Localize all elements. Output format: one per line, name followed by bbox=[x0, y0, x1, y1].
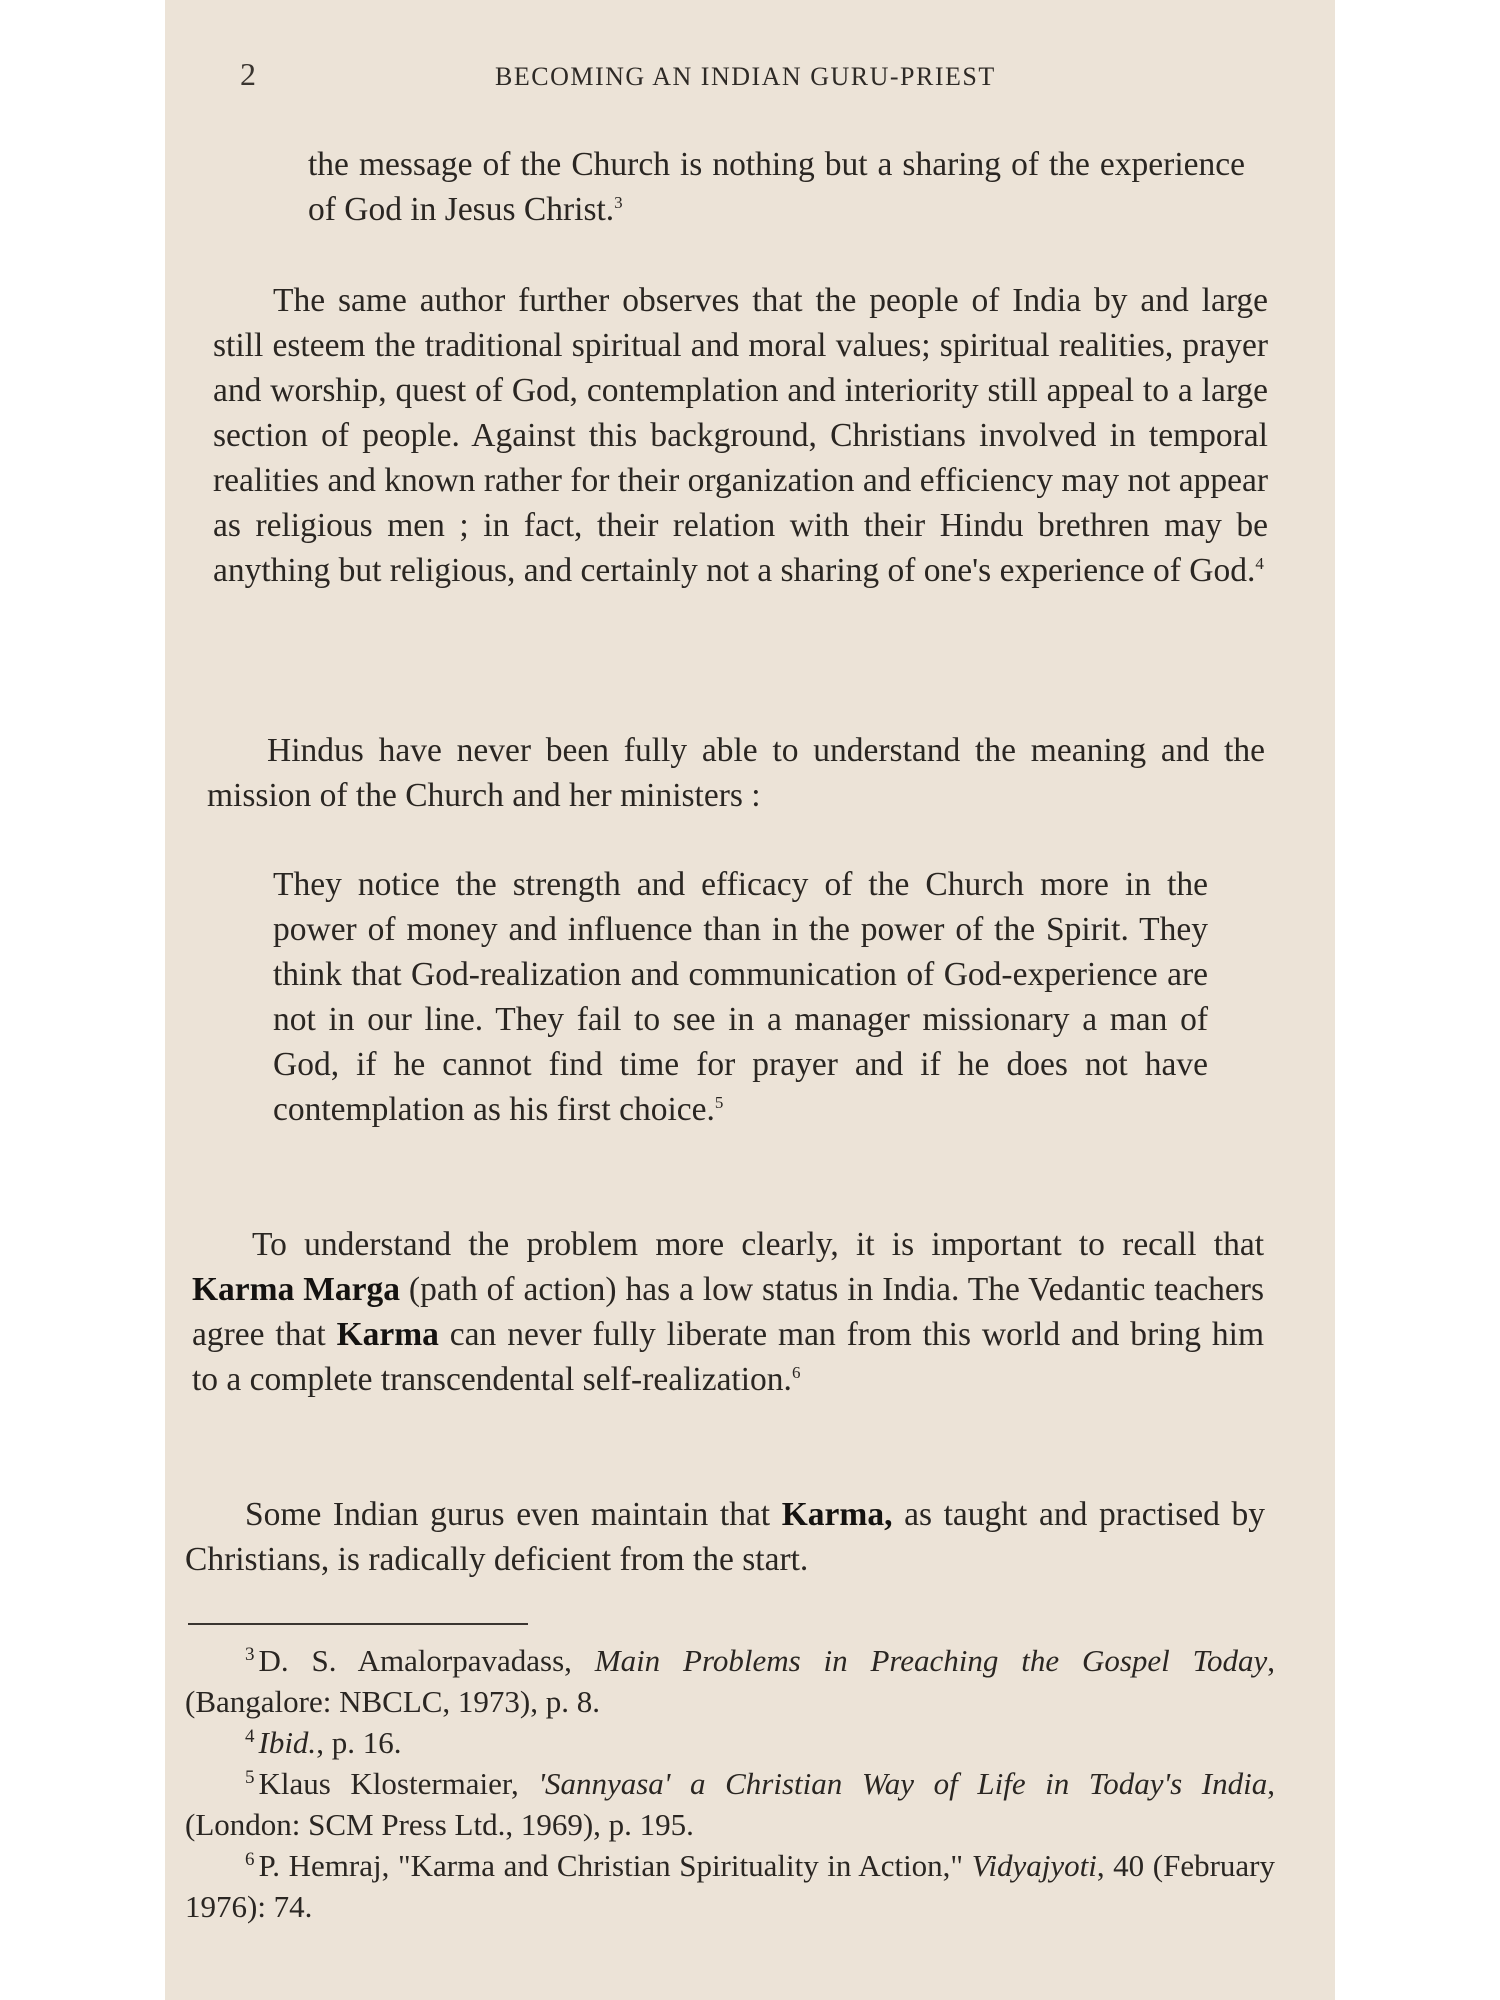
footnote-6-rest: , 40 (February 1976): 74. bbox=[185, 1848, 1276, 1924]
footnote-ref-6: 6 bbox=[791, 1362, 801, 1382]
paragraph-3-text-b: (path of action) has a low status in India. The Vedantic teachers agree that bbox=[192, 1271, 1264, 1353]
footnote-6-author: P. Hemraj, "Karma and Christian Spirituality in Action," bbox=[258, 1848, 972, 1883]
footnote-4-rest: , p. 16. bbox=[316, 1725, 402, 1760]
footnote-3-author: D. S. Amalorpavadass, bbox=[258, 1643, 595, 1678]
running-head: BECOMING AN INDIAN GURU-PRIEST bbox=[495, 62, 996, 91]
footnote-3-number: 3 bbox=[245, 1643, 255, 1665]
paragraph-4-text-b: as taught and practised by Christians, is radically deficient from the start. bbox=[185, 1496, 1265, 1578]
opening-quote bbox=[308, 142, 1408, 232]
footnotes bbox=[185, 1640, 1275, 1927]
paragraph-3-text-a: To understand the problem more clearly, it is important to recall that bbox=[252, 1226, 1264, 1263]
footnote-3 bbox=[185, 1640, 1275, 1722]
footnote-5 bbox=[185, 1763, 1275, 1845]
footnote-6-number: 6 bbox=[245, 1848, 255, 1870]
paragraph-1-text: The same author further observes that the people of India by and large still esteem the traditional spiritual and moral values; spiritual realities, prayer and worship, quest of God, contemplation and interiority still appeal to a large section of people. Against this background, Christians involved in temporal realities and known rather for their organization and efficiency may not appear as religious men ; in fact, their relation with their Hindu brethren may be anything but religious, and certainly not a sharing of one's experience of God. bbox=[213, 282, 1268, 589]
footnote-ref-3: 3 bbox=[614, 192, 623, 212]
paragraph-2-text: Hindus have never been fully able to understand the meaning and the mission of the Church and her ministers : bbox=[207, 732, 1265, 814]
footnote-5-title: 'Sannyasa' a Christian Way of Life in Today's India bbox=[538, 1766, 1268, 1801]
footnote-5-number: 5 bbox=[245, 1766, 255, 1788]
footnote-5-rest: , (London: SCM Press Ltd., 1969), p. 195. bbox=[185, 1766, 1275, 1842]
footnote-4 bbox=[185, 1722, 1275, 1763]
paragraph-1 bbox=[213, 278, 1268, 593]
paragraph-2 bbox=[207, 728, 1265, 818]
paragraph-3-text-c: can never fully liberate man from this world and bring him to a complete transcendental self-realization. bbox=[192, 1316, 1264, 1398]
paragraph-4-text-a: Some Indian gurus even maintain that bbox=[245, 1496, 782, 1533]
footnote-divider bbox=[188, 1623, 528, 1625]
paragraph-3 bbox=[192, 1222, 1264, 1402]
footnote-6 bbox=[185, 1845, 1275, 1927]
footnote-4-number: 4 bbox=[245, 1725, 255, 1747]
footnote-ref-5: 5 bbox=[714, 1092, 724, 1112]
footnote-5-author: Klaus Klostermaier, bbox=[258, 1766, 539, 1801]
footnote-ref-4: 4 bbox=[1255, 553, 1264, 573]
block-quote-text: They notice the strength and efficacy of the Church more in the power of money and influence than in the power of the Spirit. They think that God-realization and communication of God-experience are not in our line. They fail to see in a manager missionary a man of God, if he cannot find time for prayer and if he does not have contemplation as his first choice. bbox=[273, 866, 1208, 1128]
footnote-6-title: Vidyajyoti bbox=[971, 1848, 1097, 1883]
footnote-4-title: Ibid. bbox=[258, 1725, 317, 1760]
footnote-3-rest: , (Bangalore: NBCLC, 1973), p. 8. bbox=[185, 1643, 1275, 1719]
term-karma: Karma bbox=[336, 1316, 439, 1353]
term-karma-marga: Karma Marga bbox=[192, 1271, 400, 1308]
footnote-3-title: Main Problems in Preaching the Gospel Today bbox=[594, 1643, 1268, 1678]
book-page bbox=[165, 0, 1335, 2000]
term-karma-2: Karma, bbox=[781, 1496, 893, 1533]
opening-quote-text: the message of the Church is nothing but a sharing of the experience of God in Jesus Christ. bbox=[308, 146, 1245, 228]
paragraph-4 bbox=[185, 1492, 1265, 1582]
page-number: 2 bbox=[240, 56, 256, 92]
block-quote bbox=[273, 862, 1208, 1132]
